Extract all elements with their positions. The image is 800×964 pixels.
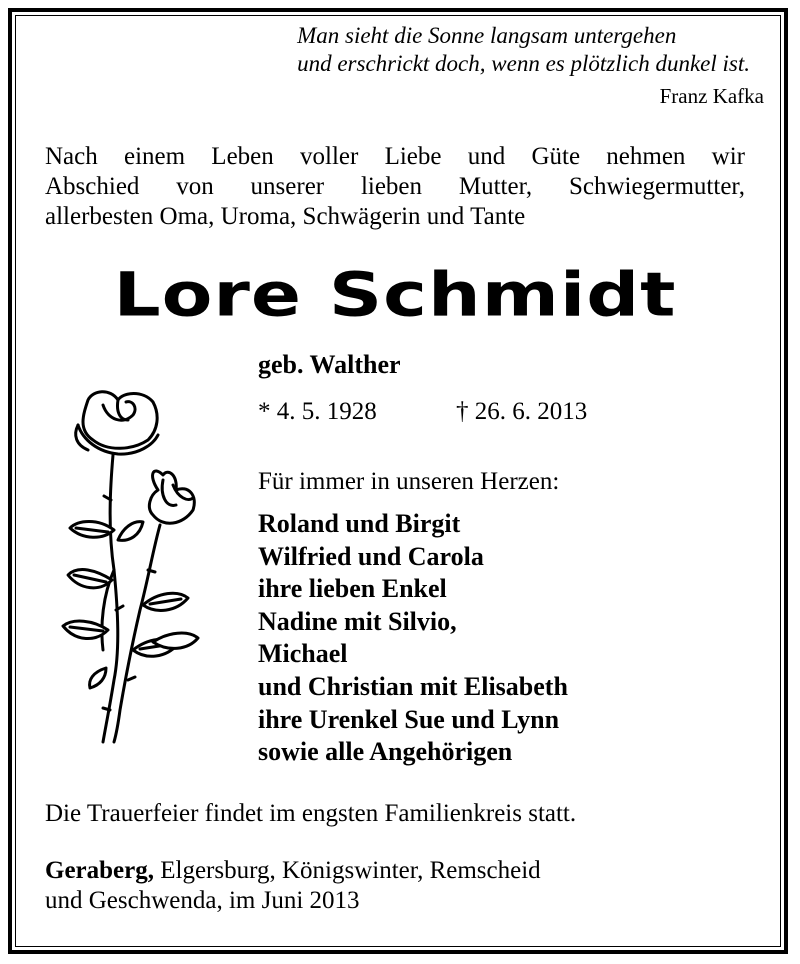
mourner-line: sowie alle Angehörigen	[258, 737, 513, 767]
maiden-name: geb. Walther	[258, 350, 401, 379]
intro-line-1: Nach einem Leben voller Liebe und Güte nehmen wir	[45, 143, 745, 170]
mourner-line: Nadine mit Silvio,	[258, 606, 457, 636]
place-line-2: und Geschwenda, im Juni 2013	[45, 887, 360, 914]
mourner-line: Michael	[258, 639, 348, 669]
quote-author: Franz Kafka	[659, 84, 764, 108]
mourner-line: ihre lieben Enkel	[258, 574, 447, 604]
deceased-name: Lore Schmidt	[113, 259, 677, 331]
place-date	[45, 856, 541, 916]
quote-line-1: Man sieht die Sonne langsam untergehen	[297, 23, 677, 48]
quote	[297, 22, 750, 78]
quote-line-2: und erschrickt doch, wenn es plötzlich dunkel ist.	[297, 51, 750, 76]
intro-line-3: allerbesten Oma, Uroma, Schwägerin und Tante	[45, 203, 526, 230]
intro-text	[45, 142, 745, 232]
funeral-note: Die Trauerfeier findet im engsten Familienkreis statt.	[45, 800, 577, 827]
mourner-line: und Christian mit Elisabeth	[258, 671, 568, 701]
main-place: Geraberg,	[45, 857, 154, 884]
place-line-1	[45, 856, 541, 886]
mourners-list	[258, 508, 568, 769]
mourner-line: Roland und Birgit	[258, 509, 461, 538]
intro-line-2: Abschied von unserer lieben Mutter, Schwiegermutter,	[45, 173, 745, 200]
mourners-heading: Für immer in unseren Herzen:	[258, 468, 560, 495]
death-date: † 26. 6. 2013	[456, 398, 588, 425]
other-places: Elgersburg, Königswinter, Remscheid	[153, 857, 541, 884]
birth-date: * 4. 5. 1928	[258, 398, 377, 425]
mourner-line: ihre Urenkel Sue und Lynn	[258, 704, 560, 734]
rose-icon	[48, 380, 228, 750]
mourner-line: Wilfried und Carola	[258, 541, 484, 571]
